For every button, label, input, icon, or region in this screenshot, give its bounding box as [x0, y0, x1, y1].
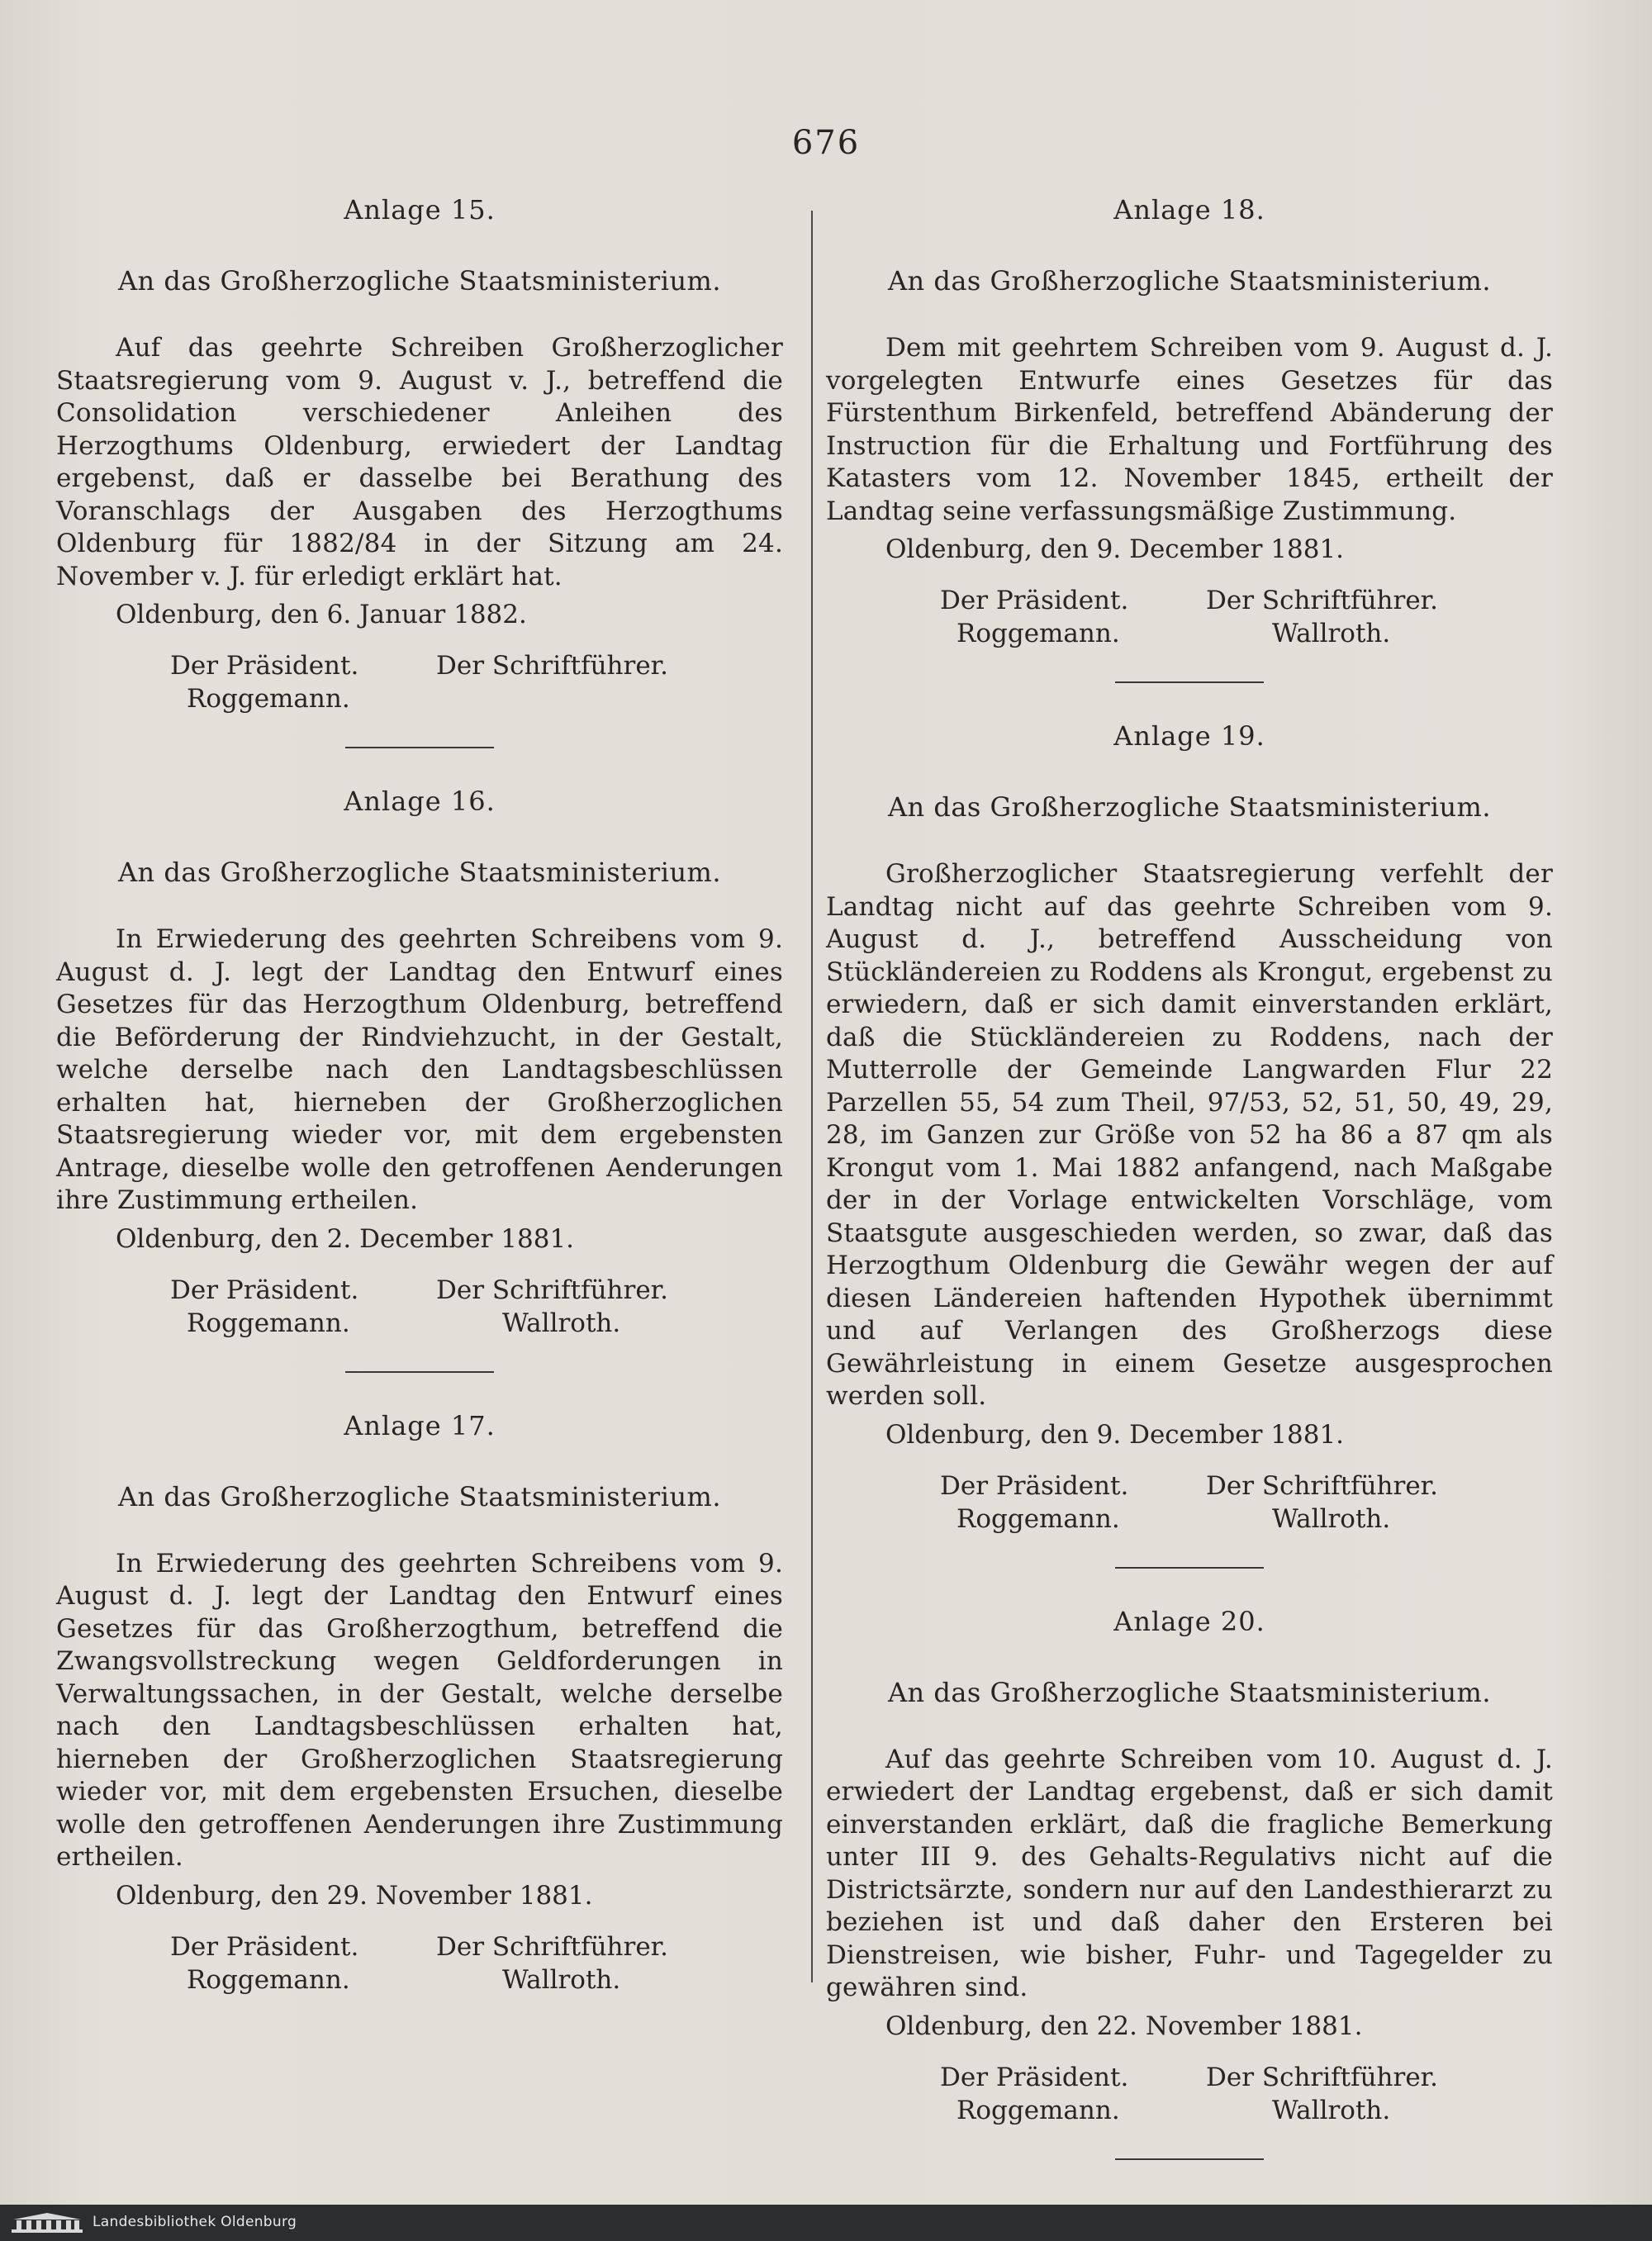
- anlage-18: [826, 192, 1553, 683]
- anlage-heading: Anlage 19.: [1113, 720, 1265, 752]
- place-date: Oldenburg, den 9. December 1881.: [885, 534, 1345, 564]
- signature-name-secretary: [420, 682, 783, 715]
- anlage-17: [56, 1408, 783, 1996]
- signature-title-president: Der Präsident.: [940, 1470, 1129, 1501]
- right-column: [826, 192, 1553, 2195]
- addressee-line: An das Großherzogliche Staatsministerium.: [887, 1676, 1492, 1708]
- place-date: Oldenburg, den 2. December 1881.: [116, 1223, 575, 1254]
- library-footer: [0, 2205, 1652, 2241]
- signature-title-secretary: Der Schriftführer.: [436, 651, 668, 681]
- library-building-icon: [10, 2211, 84, 2234]
- anlage-15: [56, 192, 783, 748]
- signature-block: [56, 1930, 783, 1996]
- anlage-20: [826, 1603, 1553, 2160]
- addressee-line: An das Großherzogliche Staatsministerium.: [117, 857, 722, 888]
- section-rule: [1115, 681, 1264, 683]
- signature-title-secretary: Der Schriftführer.: [1206, 586, 1438, 615]
- signature-title-president: Der Präsident.: [170, 651, 359, 681]
- letter-body: Auf das geehrte Schreiben Großherzoglicher Staatsregierung vom 9. August v. J., betreffend die Consolidation verschiedener Anleihen des Herzogthums Oldenburg, erwiedert der Landtag ergebenst, daß er dasselbe bei Berathung des Voranschlags der Ausgaben des Herzogthums Oldenburg für 1882/84 in der Sitzung am 24. November v. J. für erledigt erklärt hat.: [56, 333, 783, 591]
- signature-name-secretary: Wallroth.: [1272, 2095, 1391, 2125]
- place-date: Oldenburg, den 6. Januar 1882.: [116, 600, 527, 629]
- signature-name-president: Roggemann.: [957, 2095, 1120, 2125]
- anlage-16: [56, 783, 783, 1373]
- signature-name-secretary: Wallroth.: [1272, 1503, 1391, 1534]
- column-divider: [811, 211, 813, 1982]
- place-date: Oldenburg, den 9. December 1881.: [885, 1419, 1345, 1450]
- anlage-heading: Anlage 15.: [344, 194, 496, 226]
- addressee-line: An das Großherzogliche Staatsministerium.: [117, 265, 722, 297]
- signature-name-president: Roggemann.: [957, 619, 1120, 648]
- signature-title-president: Der Präsident.: [170, 1275, 359, 1305]
- letter-body: Dem mit geehrtem Schreiben vom 9. August d. J. vorgelegten Entwurfe eines Gesetzes für das Fürstenthum Birkenfeld, betreffend Abänderung der Instruction für die Erhaltung und Fortführung des Katasters vom 12. November 1845, ertheilt der Landtag seine verfassungsmäßige Zustimmung.: [826, 333, 1553, 526]
- signature-title-secretary: Der Schriftführer.: [1206, 1470, 1438, 1501]
- anlage-heading: Anlage 20.: [1113, 1605, 1265, 1637]
- signature-name-president: Roggemann.: [187, 684, 350, 714]
- signature-block: [826, 584, 1553, 650]
- signature-block: [826, 1469, 1553, 1536]
- signature-name-president: Roggemann.: [187, 1964, 350, 1995]
- signature-block: [826, 2061, 1553, 2127]
- section-rule: [1115, 2158, 1264, 2160]
- letter-body: Großherzoglicher Staatsregierung verfehlt der Landtag nicht auf das geehrte Schreiben vom 9. August d. J., betreffend Ausscheidung von Stückländereien zu Roddens als Krongut, ergebenst zu erwiedern, daß er sich damit einverstanden erklärt, daß die Stückländereien zu Roddens, nach der Mutterrolle der Gemeinde Langwarden Flur 22 Parzellen 55, 54 zum Theil, 97/53, 52, 51, 50, 49, 29, 28, im Ganzen zur Größe von 52 ha 86 a 87 qm als Krongut vom 1. Mai 1882 anfangend, nach Maßgabe der in der Vorlage entwickelten Vorschläge, vom Staatsgute ausgeschieden werden, so zwar, daß das Herzogthum Oldenburg die Gewähr wegen der auf diesen Ländereien haftenden Hypothek übernimmt und auf Verlangen des Großherzogs diese Gewährleistung in einem Gesetze ausgesprochen werden soll.: [826, 859, 1553, 1411]
- section-rule: [1115, 1567, 1264, 1569]
- page-number: 676: [791, 124, 861, 162]
- letter-body: Auf das geehrte Schreiben vom 10. August d. J. erwiedert der Landtag ergebenst, daß er sich damit einverstanden erklärt, daß die fragliche Bemerkung unter III 9. des Gehalts-Regulativs nicht auf die Districtsärzte, sondern nur auf den Landesthierarzt zu beziehen ist und daß daher den Ersteren bei Dienstreisen, wie bisher, Fuhr- und Tagegelder zu gewähren sind.: [826, 1744, 1553, 2002]
- addressee-line: An das Großherzogliche Staatsministerium.: [887, 265, 1492, 297]
- addressee-line: An das Großherzogliche Staatsministerium.: [887, 791, 1492, 823]
- signature-title-president: Der Präsident.: [940, 2062, 1129, 2092]
- letter-body: In Erwiederung des geehrten Schreibens vom 9. August d. J. legt der Landtag den Entwurf eines Gesetzes für das Großherzogthum, betreffend die Zwangsvollstreckung wegen Geldforderungen in Verwaltungssachen, in der Gestalt, welche derselbe nach den Landtagsbeschlüssen erhalten hat, hierneben der Großherzoglichen Staatsregierung wieder vor, mit dem ergebensten Ersuchen, dieselbe wolle den getroffenen Aenderungen ihre Zustimmung ertheilen.: [56, 1548, 783, 1872]
- signature-block: [56, 649, 783, 715]
- anlage-heading: Anlage 18.: [1113, 194, 1265, 226]
- signature-name-secretary: Wallroth.: [502, 1964, 621, 1995]
- addressee-line: An das Großherzogliche Staatsministerium.: [117, 1480, 722, 1512]
- signature-block: [56, 1274, 783, 1340]
- place-date: Oldenburg, den 22. November 1881.: [885, 2011, 1363, 2041]
- left-column: [56, 192, 783, 1996]
- signature-name-president: Roggemann.: [187, 1308, 350, 1338]
- signature-title-president: Der Präsident.: [170, 1931, 359, 1962]
- library-name: Landesbibliothek Oldenburg: [93, 2214, 297, 2230]
- signature-title-president: Der Präsident.: [940, 586, 1129, 615]
- signature-title-secretary: Der Schriftführer.: [436, 1275, 668, 1305]
- signature-name-president: Roggemann.: [957, 1503, 1120, 1534]
- letter-body: In Erwiederung des geehrten Schreibens vom 9. August d. J. legt der Landtag den Entwurf eines Gesetzes für das Herzogthum Oldenburg, betreffend die Beförderung der Rindviehzucht, in der Gestalt, welche derselbe nach den Landtagsbeschlüssen erhalten hat, hierneben der Großherzoglichen Staatsregierung wieder vor, mit dem ergebensten Antrage, dieselbe wolle den getroffenen Aenderungen ihre Zustimmung ertheilen.: [56, 924, 783, 1215]
- place-date: Oldenburg, den 29. November 1881.: [116, 1880, 593, 1911]
- section-rule: [345, 747, 494, 748]
- anlage-19: [826, 718, 1553, 1569]
- signature-name-secretary: Wallroth.: [1272, 619, 1391, 648]
- section-rule: [345, 1371, 494, 1373]
- anlage-heading: Anlage 17.: [344, 1409, 496, 1441]
- signature-name-secretary: Wallroth.: [502, 1308, 621, 1338]
- signature-title-secretary: Der Schriftführer.: [436, 1931, 668, 1962]
- signature-title-secretary: Der Schriftführer.: [1206, 2062, 1438, 2092]
- anlage-heading: Anlage 16.: [344, 786, 496, 817]
